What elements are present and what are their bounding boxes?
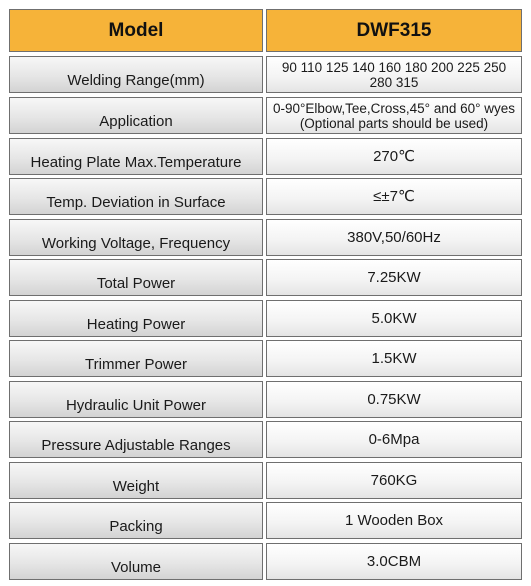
row-value-heating-plate-temp: 270℃ xyxy=(266,138,522,175)
row-value-working-voltage: 380V,50/60Hz xyxy=(266,219,522,256)
row-label-working-voltage: Working Voltage, Frequency xyxy=(9,219,263,256)
row-value-total-power: 7.25KW xyxy=(266,259,522,296)
row-label-pressure-ranges: Pressure Adjustable Ranges xyxy=(9,421,263,458)
row-label-welding-range: Welding Range(mm) xyxy=(9,56,263,93)
row-label-temp-deviation: Temp. Deviation in Surface xyxy=(9,178,263,215)
row-label-weight: Weight xyxy=(9,462,263,499)
row-value-packing: 1 Wooden Box xyxy=(266,502,522,539)
row-value-pressure-ranges: 0-6Mpa xyxy=(266,421,522,458)
row-label-heating-plate-temp: Heating Plate Max.Temperature xyxy=(9,138,263,175)
row-value-application: 0-90°Elbow,Tee,Cross,45° and 60° wyes (Optional parts should be used) xyxy=(266,97,522,134)
row-value-trimmer-power: 1.5KW xyxy=(266,340,522,377)
row-label-heating-power: Heating Power xyxy=(9,300,263,337)
row-label-packing: Packing xyxy=(9,502,263,539)
row-label-total-power: Total Power xyxy=(9,259,263,296)
row-value-hydraulic-power: 0.75KW xyxy=(266,381,522,418)
row-label-volume: Volume xyxy=(9,543,263,580)
header-model-label: Model xyxy=(9,9,263,52)
row-value-weight: 760KG xyxy=(266,462,522,499)
row-label-application: Application xyxy=(9,97,263,134)
row-label-hydraulic-power: Hydraulic Unit Power xyxy=(9,381,263,418)
header-model-value: DWF315 xyxy=(266,9,522,52)
row-value-volume: 3.0CBM xyxy=(266,543,522,580)
row-value-heating-power: 5.0KW xyxy=(266,300,522,337)
row-label-trimmer-power: Trimmer Power xyxy=(9,340,263,377)
row-value-temp-deviation: ≤±7℃ xyxy=(266,178,522,215)
row-value-welding-range: 90 110 125 140 160 180 200 225 250 280 315 xyxy=(266,56,522,93)
